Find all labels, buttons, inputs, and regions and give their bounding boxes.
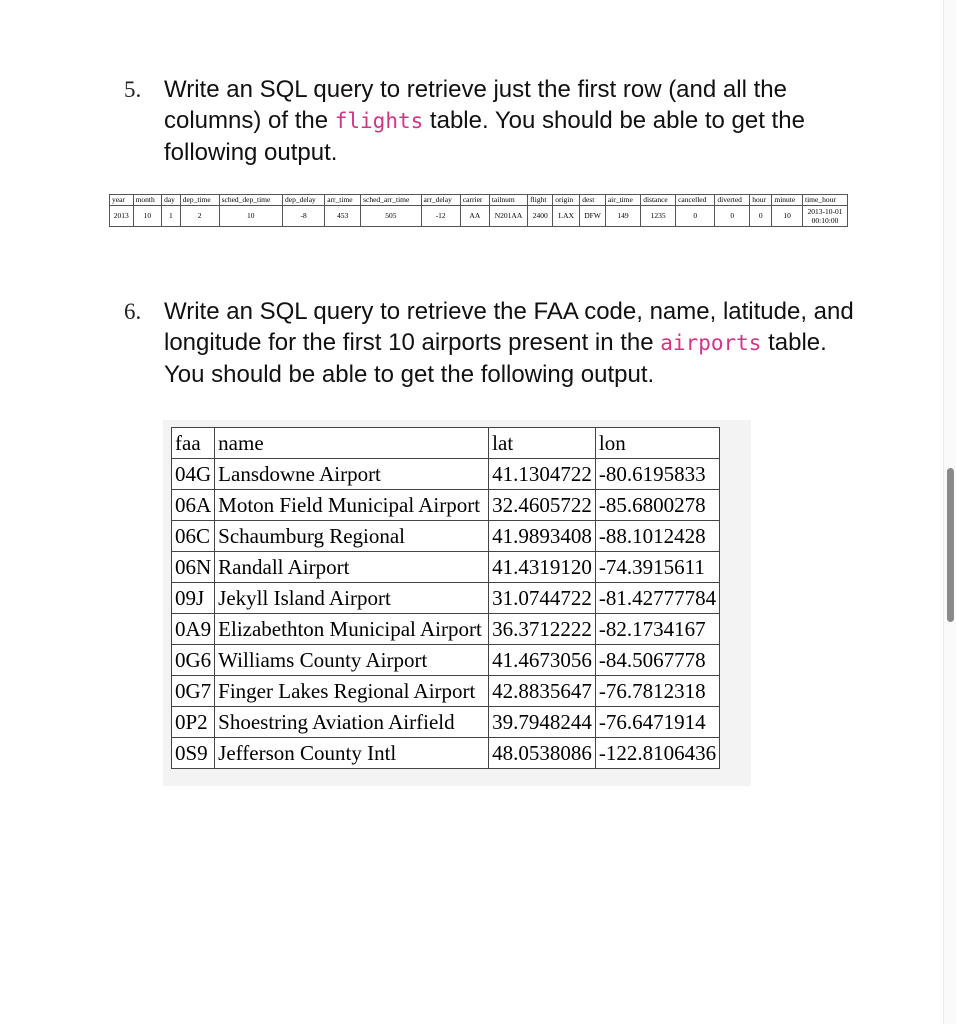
question-6 <box>124 296 864 390</box>
column-header: month <box>133 195 162 206</box>
table-cell: 2013 <box>110 206 134 227</box>
table-cell: -81.42777784 <box>595 583 719 614</box>
column-header: lon <box>595 428 719 459</box>
table-cell: 0 <box>750 206 772 227</box>
table-cell: 09J <box>172 583 215 614</box>
table-cell: 42.8835647 <box>489 676 596 707</box>
column-header: year <box>110 195 134 206</box>
flights-output-table <box>109 194 848 227</box>
table-cell: 0A9 <box>172 614 215 645</box>
code-airports: airports <box>660 331 762 355</box>
table-cell: -80.6195833 <box>595 459 719 490</box>
table-row <box>172 676 720 707</box>
table-cell: 06A <box>172 490 215 521</box>
table-header-row <box>110 195 848 206</box>
table-cell: -88.1012428 <box>595 521 719 552</box>
table-cell: 0 <box>676 206 715 227</box>
table-cell: 06C <box>172 521 215 552</box>
table-cell: 505 <box>361 206 421 227</box>
table-cell: Jefferson County Intl <box>215 738 489 769</box>
column-header: lat <box>489 428 596 459</box>
scrollbar[interactable] <box>943 0 956 1024</box>
table-row <box>172 521 720 552</box>
table-cell: DFW <box>580 206 606 227</box>
table-cell: Schaumburg Regional <box>215 521 489 552</box>
table-cell: 41.1304722 <box>489 459 596 490</box>
table-cell: 1235 <box>641 206 676 227</box>
table-cell: 2013-10-01 00:10:00 <box>803 206 848 227</box>
table-cell: Jekyll Island Airport <box>215 583 489 614</box>
column-header: arr_delay <box>421 195 460 206</box>
column-header: flight <box>528 195 553 206</box>
table-cell: 0 <box>715 206 750 227</box>
table-cell: LAX <box>553 206 580 227</box>
table-cell: Shoestring Aviation Airfield <box>215 707 489 738</box>
table-row <box>172 614 720 645</box>
question-number: 5. <box>124 77 142 102</box>
table-cell: 48.0538086 <box>489 738 596 769</box>
table-cell: 453 <box>325 206 361 227</box>
column-header: carrier <box>460 195 489 206</box>
column-header: day <box>162 195 181 206</box>
column-header: sched_arr_time <box>361 195 421 206</box>
column-header: origin <box>553 195 580 206</box>
table-cell: 10 <box>772 206 803 227</box>
column-header: arr_time <box>325 195 361 206</box>
table-cell: 0S9 <box>172 738 215 769</box>
column-header: tailnum <box>489 195 527 206</box>
table-cell: 41.4319120 <box>489 552 596 583</box>
question-number: 6. <box>124 299 142 324</box>
column-header: dest <box>580 195 606 206</box>
table-row <box>172 738 720 769</box>
table-cell: 31.0744722 <box>489 583 596 614</box>
column-header: diverted <box>715 195 750 206</box>
table-cell: 41.9893408 <box>489 521 596 552</box>
table-cell: -74.3915611 <box>595 552 719 583</box>
column-header: minute <box>772 195 803 206</box>
table-cell: 2 <box>180 206 219 227</box>
table-cell: 0P2 <box>172 707 215 738</box>
column-header: air_time <box>605 195 640 206</box>
question-text: Write an SQL query to retrieve the FAA code, name, latitude, and longitude for the first 10 airports present in the airports table. You should be able to get the following output. <box>164 298 854 388</box>
table-cell: -82.1734167 <box>595 614 719 645</box>
table-cell: 36.3712222 <box>489 614 596 645</box>
table-row <box>110 206 848 227</box>
table-cell: 10 <box>133 206 162 227</box>
scrollbar-thumb[interactable] <box>947 468 954 622</box>
table-cell: Elizabethton Municipal Airport <box>215 614 489 645</box>
table-cell: -84.5067778 <box>595 645 719 676</box>
table-cell: N201AA <box>489 206 527 227</box>
question-text: Write an SQL query to retrieve just the first row (and all the columns) of the flights table. You should be able to get the following output. <box>164 76 805 166</box>
table-cell: 41.4673056 <box>489 645 596 676</box>
table-cell: 06N <box>172 552 215 583</box>
table-cell: Finger Lakes Regional Airport <box>215 676 489 707</box>
column-header: cancelled <box>676 195 715 206</box>
table-row <box>172 552 720 583</box>
table-cell: Moton Field Municipal Airport <box>215 490 489 521</box>
table-cell: 32.4605722 <box>489 490 596 521</box>
column-header: hour <box>750 195 772 206</box>
table-cell: -76.6471914 <box>595 707 719 738</box>
table-cell: 04G <box>172 459 215 490</box>
table-cell: -8 <box>282 206 324 227</box>
table-header-row <box>172 428 720 459</box>
table-row <box>172 645 720 676</box>
question-5 <box>124 74 864 168</box>
column-header: dep_delay <box>282 195 324 206</box>
code-flights: flights <box>334 109 424 133</box>
table-cell: -85.6800278 <box>595 490 719 521</box>
table-cell: Williams County Airport <box>215 645 489 676</box>
column-header: time_hour <box>803 195 848 206</box>
column-header: name <box>215 428 489 459</box>
table-cell: 0G6 <box>172 645 215 676</box>
table-cell: -122.8106436 <box>595 738 719 769</box>
column-header: distance <box>641 195 676 206</box>
table-cell: 1 <box>162 206 181 227</box>
table-cell: Lansdowne Airport <box>215 459 489 490</box>
table-cell: -12 <box>421 206 460 227</box>
table-cell: 2400 <box>528 206 553 227</box>
table-row <box>172 583 720 614</box>
table-row <box>172 459 720 490</box>
table-cell: 0G7 <box>172 676 215 707</box>
airports-output-table <box>171 427 720 769</box>
column-header: dep_time <box>180 195 219 206</box>
table-cell: 39.7948244 <box>489 707 596 738</box>
table-cell: 149 <box>605 206 640 227</box>
column-header: faa <box>172 428 215 459</box>
table-cell: 10 <box>219 206 282 227</box>
table-row <box>172 490 720 521</box>
table-cell: Randall Airport <box>215 552 489 583</box>
table-row <box>172 707 720 738</box>
table-cell: AA <box>460 206 489 227</box>
column-header: sched_dep_time <box>219 195 282 206</box>
airports-output-image <box>163 420 751 786</box>
table-cell: -76.7812318 <box>595 676 719 707</box>
